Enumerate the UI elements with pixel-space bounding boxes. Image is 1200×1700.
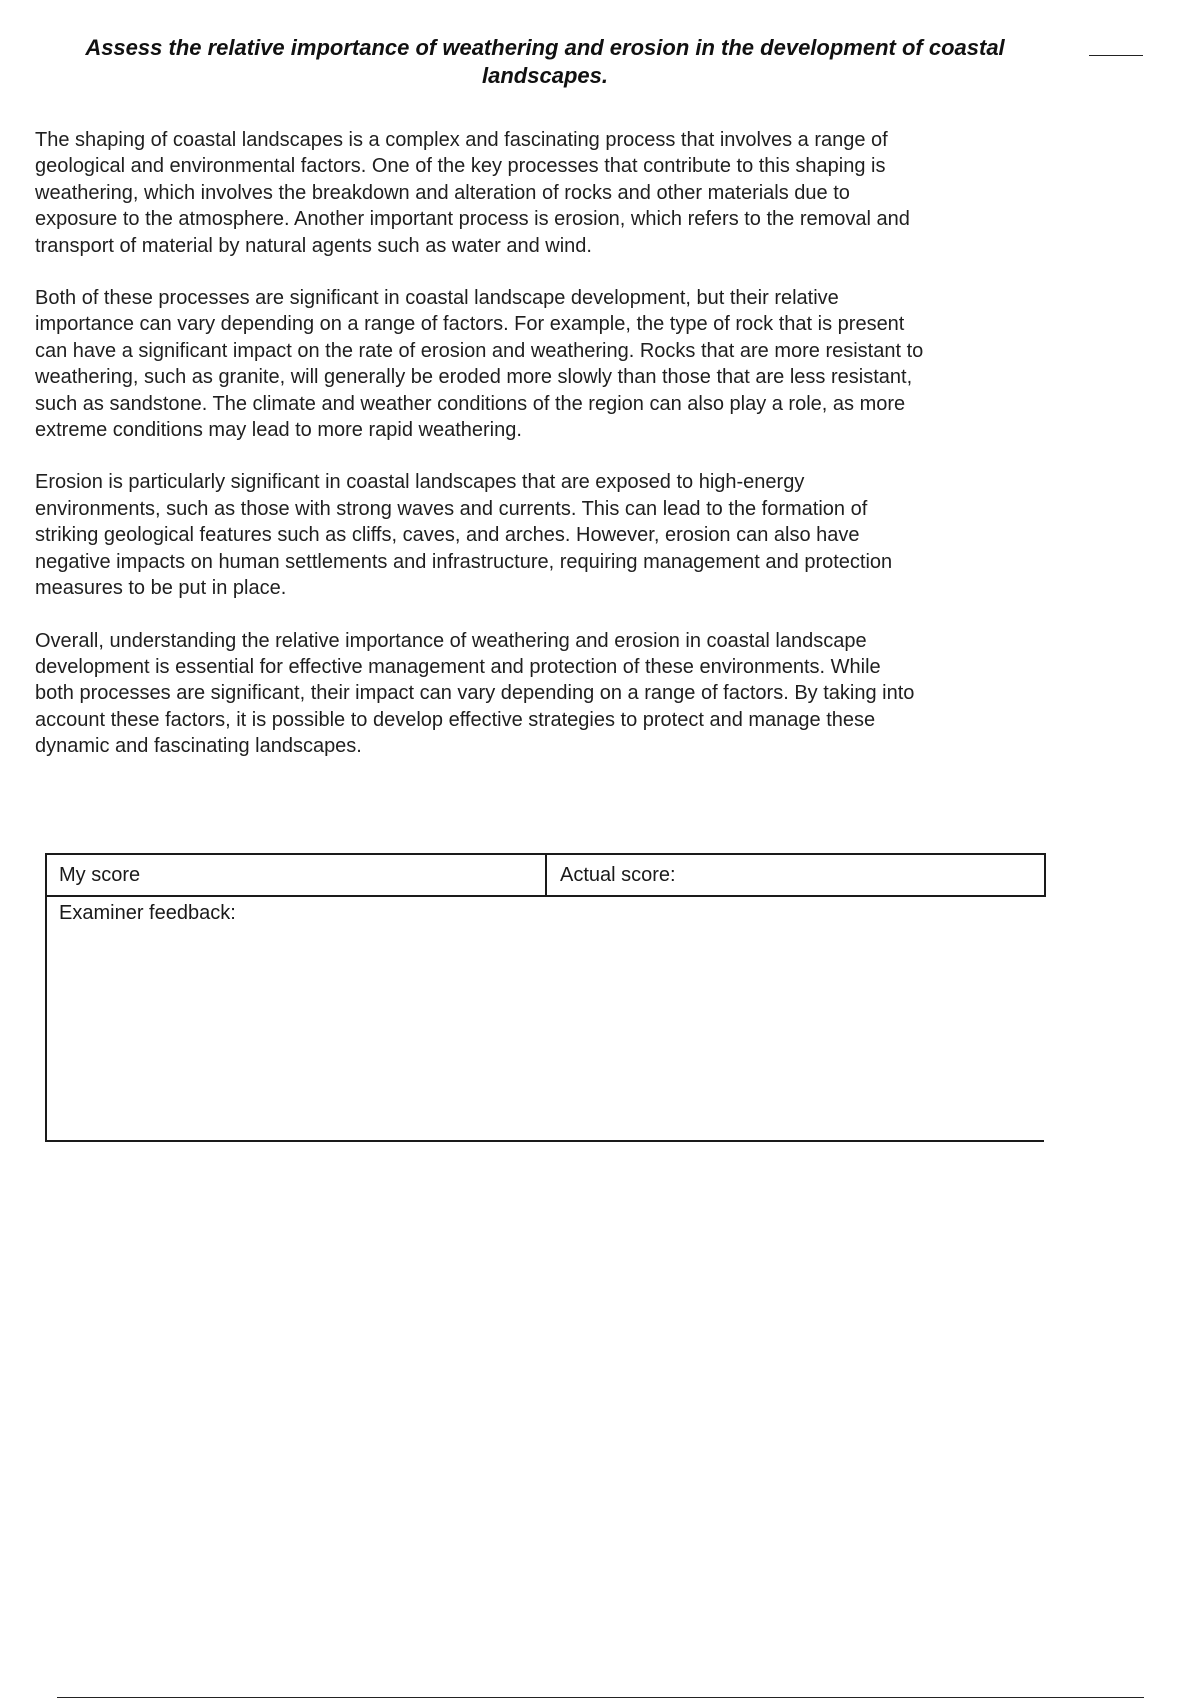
question-title: Assess the relative importance of weathering and erosion in the development of coastal landscapes. [85, 35, 1005, 88]
essay-body [35, 127, 925, 786]
score-row [45, 853, 1046, 897]
examiner-feedback-box [45, 895, 1044, 1142]
my-score-label: My score [59, 864, 141, 886]
essay-paragraph-2: Both of these processes are significant in coastal landscape development, but their relative importance can vary depending on a range of factors. For example, the type of rock that is present can have a significant impact on the rate of erosion and weathering. Rocks that are more resistant to weathering, such as granite, will generally be eroded more slowly than those that are less resistant, such as sandstone. The climate and weather conditions of the region can also play a role, as more extreme conditions may lead to more rapid weathering. [35, 287, 924, 442]
actual-score-label: Actual score: [560, 864, 676, 886]
header-rule [1089, 55, 1143, 56]
score-table [45, 853, 1044, 1142]
essay-paragraph-1: The shaping of coastal landscapes is a complex and fascinating process that involves a range of geological and environmental factors. One of the key processes that contribute to this shaping is weathering, which involves the breakdown and alteration of rocks and other materials due to exposure to the atmosphere. Another important process is erosion, which refers to the removal and transport of material by natural agents such as water and wind. [35, 129, 910, 257]
essay-paragraph-4: Overall, understanding the relative importance of weathering and erosion in coastal landscape development is essential for effective management and protection of these environments. While both processes are significant, their impact can vary depending on a range of factors. By taking into account these factors, it is possible to develop effective strategies to protect and manage these dynamic and fascinating landscapes. [35, 629, 915, 758]
essay-paragraph-3: Erosion is particularly significant in coastal landscapes that are exposed to high-energy environments, such as those with strong waves and currents. This can lead to the formation of striking geological features such as cliffs, caves, and arches. However, erosion can also have negative impacts on human settlements and infrastructure, requiring management and protection measures to be put in place. [35, 471, 893, 600]
examiner-feedback-label: Examiner feedback: [59, 902, 236, 924]
footer-rule [57, 1697, 1144, 1698]
score-divider [545, 855, 547, 895]
